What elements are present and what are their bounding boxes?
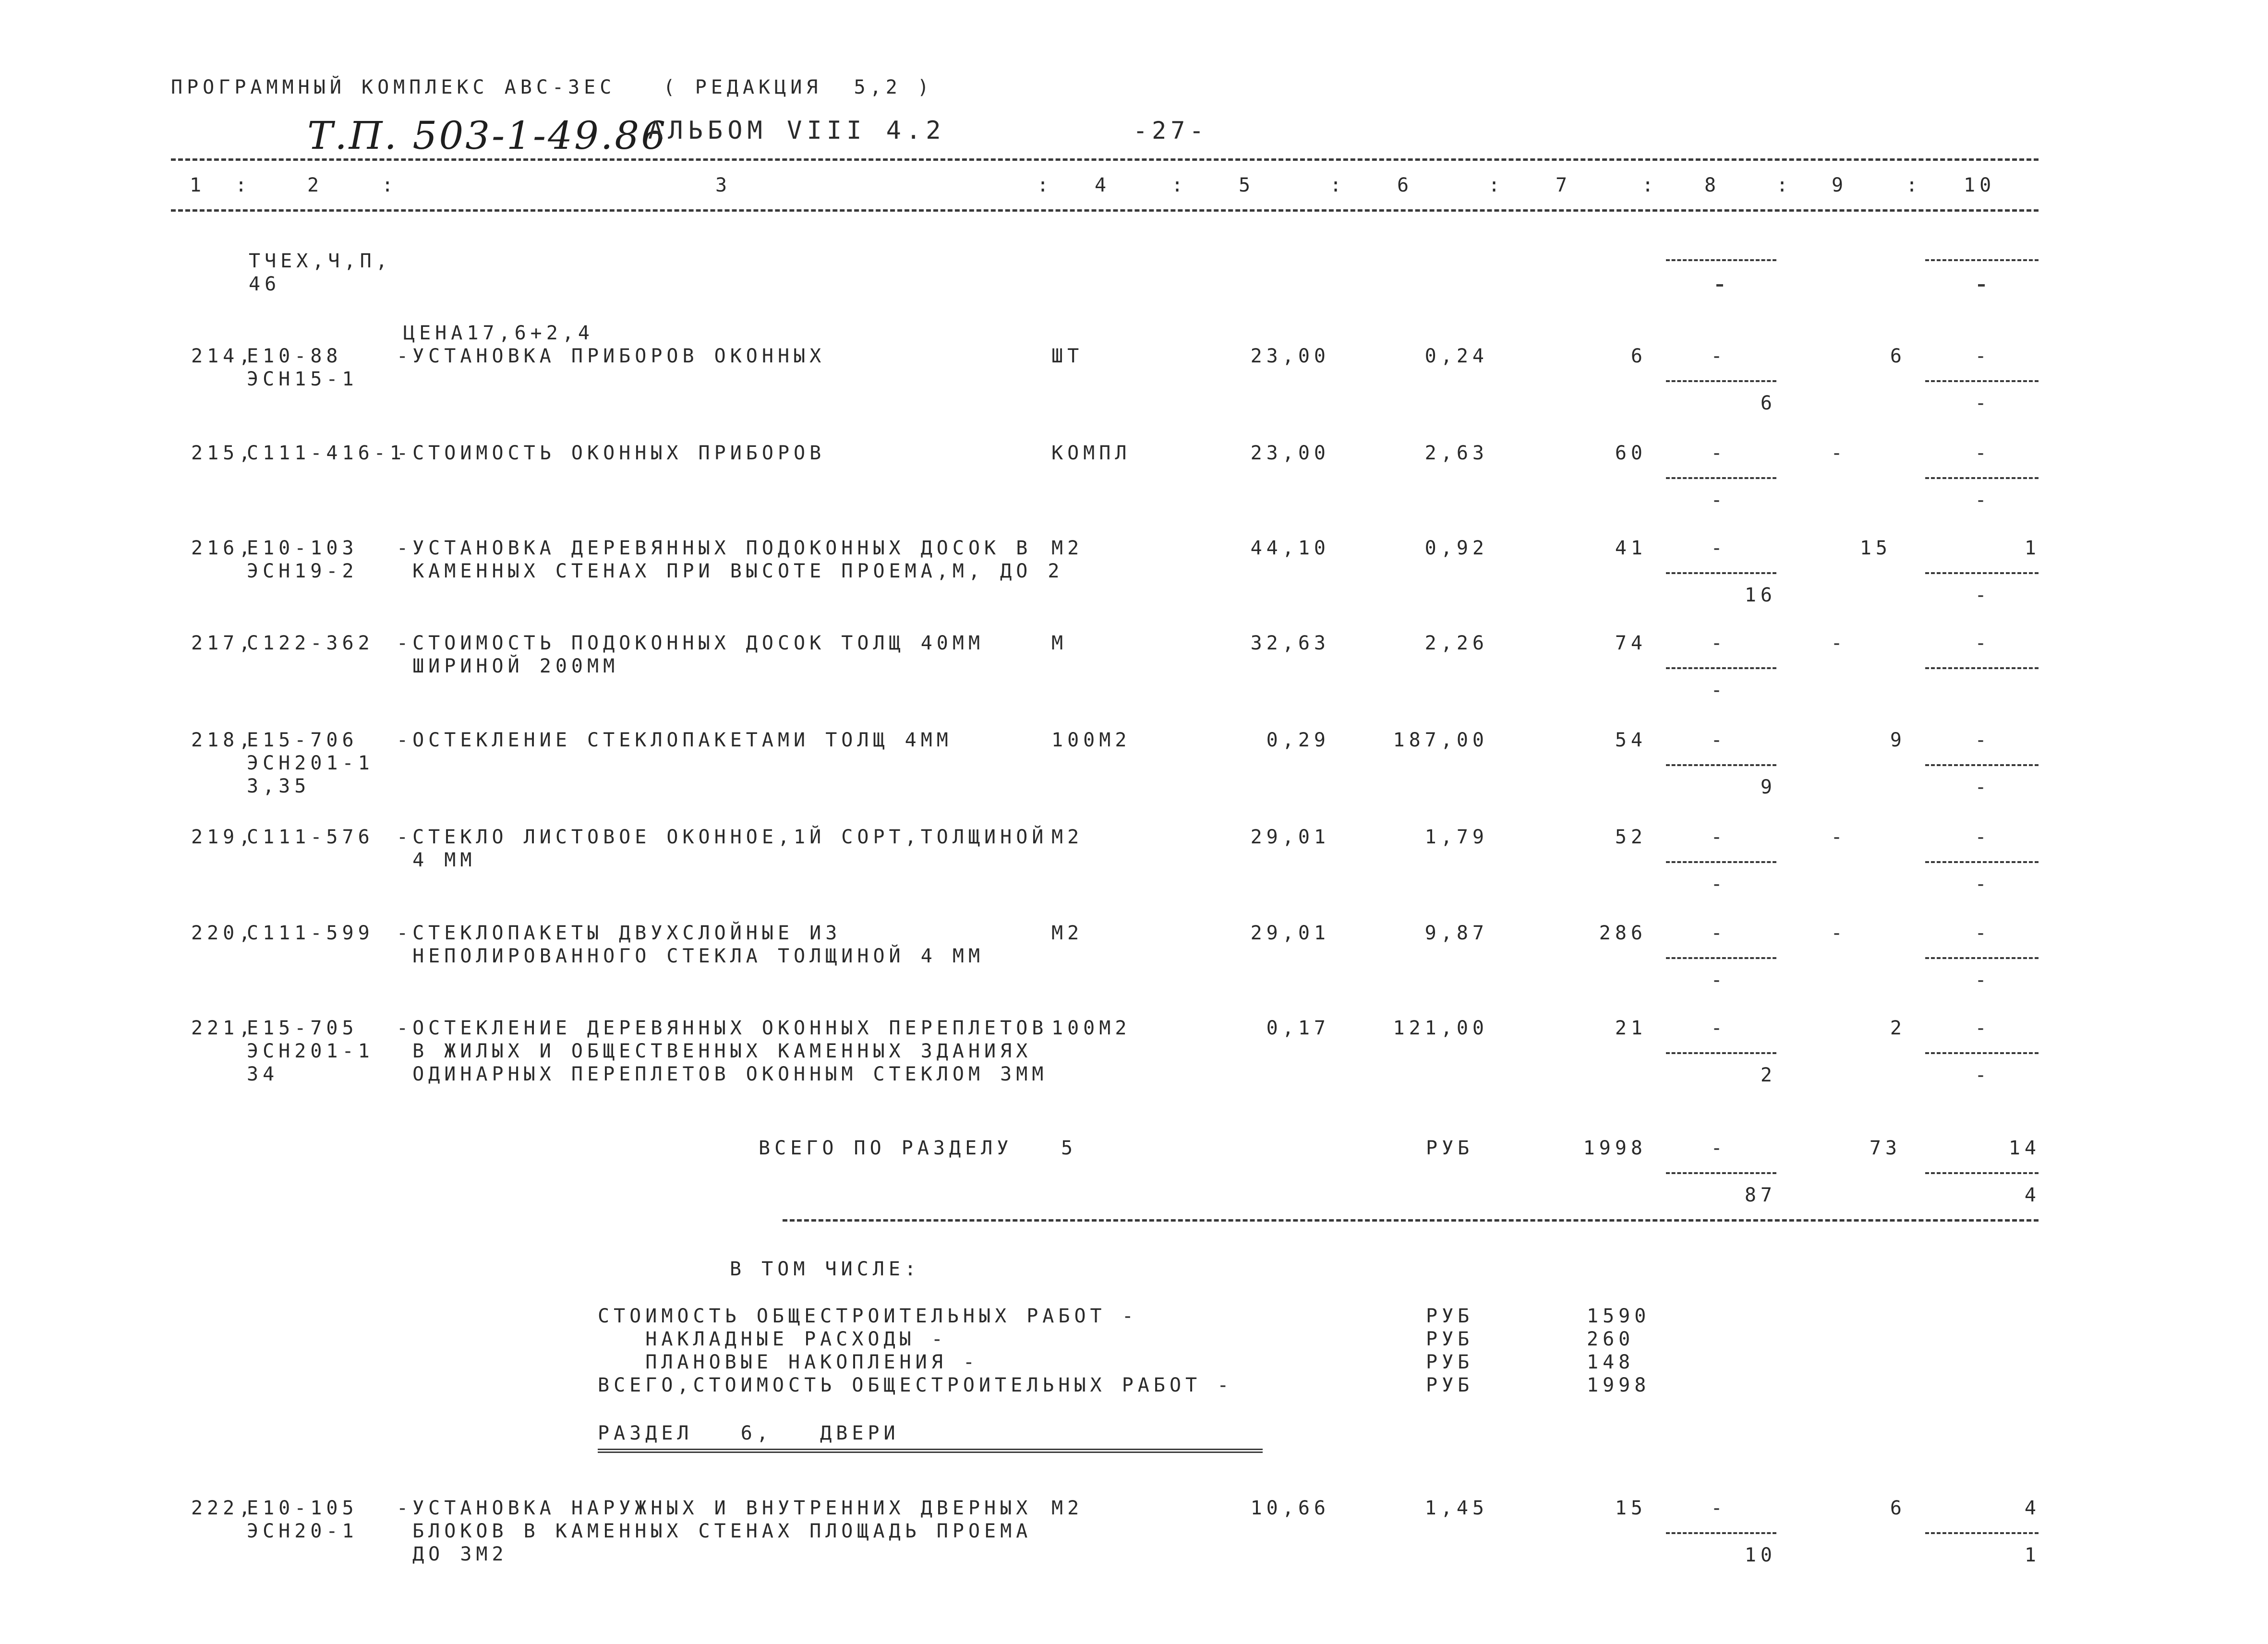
col10-divider	[1925, 259, 2039, 261]
row-code: С111-576	[247, 826, 374, 848]
row-code: Е15-705	[247, 1017, 358, 1039]
row-code: С111-416-1	[247, 442, 406, 464]
row-unit: М2	[1051, 1497, 1084, 1519]
row-unit: КОМПЛ	[1051, 442, 1131, 464]
including-item-label: НАКЛАДНЫЕ РАСХОДЫ -	[598, 1328, 947, 1350]
row-number: 219,	[191, 826, 255, 848]
row-unit: М2	[1051, 826, 1084, 848]
col8-value: -	[1711, 537, 1727, 559]
section-total-label: ВСЕГО ПО РАЗДЕЛУ	[759, 1137, 1013, 1159]
including-item-value: 1590	[1587, 1305, 1651, 1327]
album-title: АЛЬБОМ VIII 4.2	[648, 116, 946, 145]
col8-divider	[1666, 764, 1776, 766]
row-unit: М	[1051, 632, 1068, 654]
col8-value: -	[1711, 1137, 1727, 1159]
row-description: В ЖИЛЫХ И ОБЩЕСТВЕННЫХ КАМЕННЫХ ЗДАНИЯХ	[397, 1040, 1032, 1062]
row-total: 74	[1615, 632, 1647, 654]
row-total: 54	[1615, 729, 1647, 751]
column-separator: :	[1642, 174, 1658, 196]
row-description: БЛОКОВ В КАМЕННЫХ СТЕНАХ ПЛОЩАДЬ ПРОЕМА	[397, 1520, 1032, 1542]
row-price: 0,92	[1424, 537, 1488, 559]
col10-dash	[1978, 284, 1985, 287]
col8-divider	[1666, 477, 1776, 479]
col10-value: 4	[2024, 1184, 2040, 1206]
row-quantity: 23,00	[1250, 345, 1330, 367]
row-description: -СТЕКЛОПАКЕТЫ ДВУХСЛОЙНЫЕ ИЗ	[397, 922, 842, 944]
col8-value: -	[1711, 632, 1727, 654]
col10-divider	[1925, 477, 2039, 479]
row-total: 6	[1630, 345, 1647, 367]
row-price: 187,00	[1393, 729, 1488, 751]
col10-value: -	[1975, 729, 1991, 751]
row-description: -СТОИМОСТЬ ОКОННЫХ ПРИБОРОВ	[397, 442, 826, 464]
header-rule-bottom	[171, 209, 2039, 212]
row-price: 9,87	[1424, 922, 1488, 944]
including-item-value: 1998	[1587, 1374, 1651, 1396]
col10-divider	[1925, 861, 2039, 863]
including-item-label: ПЛАНОВЫЕ НАКОПЛЕНИЯ -	[598, 1351, 979, 1373]
row-price: 1,45	[1424, 1497, 1488, 1519]
col8-value: -	[1711, 1017, 1727, 1039]
row-quantity: 29,01	[1250, 826, 1330, 848]
row-quantity: 10,66	[1250, 1497, 1330, 1519]
row-price: 2,63	[1424, 442, 1488, 464]
col10-divider	[1925, 667, 2039, 669]
column-number: 7	[1556, 174, 1572, 196]
row-description: -СТОИМОСТЬ ПОДОКОННЫХ ДОСОК ТОЛЩ 40ММ	[397, 632, 985, 654]
row-description: 4 ММ	[397, 849, 476, 871]
note-line: ТЧЕХ,Ч,П,	[249, 250, 392, 272]
row-number: 221,	[191, 1017, 255, 1039]
col10-value: -	[1975, 922, 1991, 944]
col10-value: 1	[2024, 537, 2040, 559]
row-description: -УСТАНОВКА НАРУЖНЫХ И ВНУТРЕННИХ ДВЕРНЫХ	[397, 1497, 1032, 1519]
col10-value: -	[1975, 392, 1991, 414]
col8-value: -	[1711, 442, 1727, 464]
row-number: 216,	[191, 537, 255, 559]
column-separator: :	[1488, 174, 1505, 196]
including-label: В ТОМ ЧИСЛЕ:	[730, 1258, 920, 1280]
col9-value: -	[1831, 632, 1847, 654]
row-description: -УСТАНОВКА ДЕРЕВЯННЫХ ПОДОКОННЫХ ДОСОК В	[397, 537, 1032, 559]
col8-divider	[1666, 572, 1776, 574]
row-price: 2,26	[1424, 632, 1488, 654]
col9-value: -	[1831, 442, 1847, 464]
col10-value: -	[1975, 969, 1991, 991]
col8-value: 87	[1744, 1184, 1776, 1206]
row-price: 121,00	[1393, 1017, 1488, 1039]
page-number: -27-	[1133, 117, 1208, 144]
row-description: НЕПОЛИРОВАННОГО СТЕКЛА ТОЛЩИНОЙ 4 ММ	[397, 945, 985, 967]
row-quantity: 32,63	[1250, 632, 1330, 654]
section-underline	[598, 1449, 1263, 1453]
column-number: 3	[715, 174, 732, 196]
row-number: 218,	[191, 729, 255, 751]
row-description: КАМЕННЫХ СТЕНАХ ПРИ ВЫСОТЕ ПРОЕМА,М, ДО 2	[397, 560, 1064, 582]
row-number: 217,	[191, 632, 255, 654]
row-subcode: ЭСН15-1	[247, 368, 358, 390]
row-unit: 100М2	[1051, 729, 1131, 751]
col8-value: -	[1711, 679, 1727, 701]
col8-value: 9	[1760, 776, 1776, 798]
section-total-rule	[783, 1219, 2039, 1222]
row-quantity: 0,17	[1266, 1017, 1330, 1039]
price-note: ЦЕНА17,6+2,4	[403, 322, 594, 344]
col9-value: 9	[1890, 729, 1906, 751]
handwritten-code: Т.П. 503-1-49.86	[307, 113, 668, 158]
column-separator: :	[1037, 174, 1053, 196]
row-description: -ОСТЕКЛЕНИЕ СТЕКЛОПАКЕТАМИ ТОЛЩ 4ММ	[397, 729, 953, 751]
col10-value: -	[1975, 489, 1991, 511]
col8-divider	[1666, 1532, 1776, 1534]
column-separator: :	[1906, 174, 1922, 196]
row-quantity: 44,10	[1250, 537, 1330, 559]
row-description: -УСТАНОВКА ПРИБОРОВ ОКОННЫХ	[397, 345, 826, 367]
row-description: ОДИНАРНЫХ ПЕРЕПЛЕТОВ ОКОННЫМ СТЕКЛОМ 3ММ	[397, 1063, 1048, 1085]
row-unit: М2	[1051, 922, 1084, 944]
col10-value: -	[1975, 873, 1991, 895]
col8-value: 2	[1760, 1064, 1776, 1086]
row-total: 21	[1615, 1017, 1647, 1039]
column-separator: :	[382, 174, 398, 196]
col10-value: -	[1975, 584, 1991, 606]
row-description: ШИРИНОЙ 200ММ	[397, 655, 619, 677]
row-subcode: ЭСН20-1	[247, 1520, 358, 1542]
col8-divider	[1666, 259, 1776, 261]
row-quantity: 0,29	[1266, 729, 1330, 751]
col8-value: -	[1711, 345, 1727, 367]
col10-divider	[1925, 380, 2039, 382]
column-number: 4	[1095, 174, 1111, 196]
row-number: 214,	[191, 345, 255, 367]
row-extra: 34	[247, 1063, 279, 1085]
row-unit: ШТ	[1051, 345, 1084, 367]
col10-value: -	[1975, 345, 1991, 367]
col10-divider	[1925, 764, 2039, 766]
column-number: 1	[190, 174, 206, 196]
row-number: 215,	[191, 442, 255, 464]
col8-divider	[1666, 1172, 1776, 1174]
col9-value: -	[1831, 826, 1847, 848]
col8-value: -	[1711, 922, 1727, 944]
col9-value: 6	[1890, 1497, 1906, 1519]
row-number: 222,	[191, 1497, 255, 1519]
row-total: 15	[1615, 1497, 1647, 1519]
row-price: 0,24	[1424, 345, 1488, 367]
program-line: ПРОГРАММНЫЙ КОМПЛЕКС АВС-ЗЕС ( РЕДАКЦИЯ 5,2 )	[171, 76, 933, 98]
col10-value: 1	[2024, 1544, 2040, 1566]
row-subcode: ЭСН201-1	[247, 1040, 374, 1062]
col10-value: -	[1975, 1017, 1991, 1039]
row-total: 52	[1615, 826, 1647, 848]
including-item-value: 260	[1587, 1328, 1635, 1350]
row-quantity: 29,01	[1250, 922, 1330, 944]
col8-divider	[1666, 861, 1776, 863]
row-unit: 100М2	[1051, 1017, 1131, 1039]
row-total: 41	[1615, 537, 1647, 559]
column-number: 8	[1704, 174, 1721, 196]
including-item-unit: РУБ	[1426, 1328, 1474, 1350]
row-unit: М2	[1051, 537, 1084, 559]
col10-value: -	[1975, 1064, 1991, 1086]
column-separator: :	[235, 174, 252, 196]
col10-divider	[1925, 1532, 2039, 1534]
including-item-unit: РУБ	[1426, 1351, 1474, 1373]
column-number: 5	[1239, 174, 1255, 196]
row-code: С111-599	[247, 922, 374, 944]
row-price: 1,79	[1424, 826, 1488, 848]
column-number: 9	[1832, 174, 1848, 196]
col9-value: 15	[1859, 537, 1892, 559]
col8-value: 6	[1760, 392, 1776, 414]
col8-value: 16	[1744, 584, 1776, 606]
col8-value: -	[1711, 969, 1727, 991]
col8-value: 10	[1744, 1544, 1776, 1566]
row-code: Е10-88	[247, 345, 342, 367]
col8-value: -	[1711, 873, 1727, 895]
col10-divider	[1925, 572, 2039, 574]
col8-value: -	[1711, 1497, 1727, 1519]
row-number: 220,	[191, 922, 255, 944]
col9-value: 2	[1890, 1017, 1906, 1039]
col8-dash	[1716, 284, 1723, 287]
row-code: Е10-103	[247, 537, 358, 559]
col10-divider	[1925, 1052, 2039, 1054]
col8-divider	[1666, 667, 1776, 669]
column-separator: :	[1171, 174, 1188, 196]
col10-value: -	[1975, 632, 1991, 654]
col10-divider	[1925, 1172, 2039, 1174]
col8-divider	[1666, 380, 1776, 382]
section-total-value: 1998	[1583, 1137, 1647, 1159]
column-number: 10	[1964, 174, 1996, 196]
column-number: 6	[1397, 174, 1413, 196]
row-description: -ОСТЕКЛЕНИЕ ДЕРЕВЯННЫХ ОКОННЫХ ПЕРЕПЛЕТОВ	[397, 1017, 1048, 1039]
col9-value: 73	[1869, 1137, 1901, 1159]
column-number: 2	[307, 174, 324, 196]
row-total: 60	[1615, 442, 1647, 464]
col8-value: -	[1711, 729, 1727, 751]
section-number: 5	[1061, 1137, 1077, 1159]
row-code: С122-362	[247, 632, 374, 654]
row-total: 286	[1599, 922, 1647, 944]
including-item-label: СТОИМОСТЬ ОБЩЕСТРОИТЕЛЬНЫХ РАБОТ -	[598, 1305, 1138, 1327]
column-separator: :	[1330, 174, 1346, 196]
col10-value: -	[1975, 442, 1991, 464]
note-line: 46	[249, 273, 281, 295]
row-code: Е10-105	[247, 1497, 358, 1519]
col10-value: 6	[1890, 345, 1906, 367]
col9-value: -	[1831, 922, 1847, 944]
col10-value: -	[1975, 776, 1991, 798]
row-subcode: ЭСН201-1	[247, 752, 374, 774]
col10-value: -	[1975, 826, 1991, 848]
including-item-unit: РУБ	[1426, 1374, 1474, 1396]
col8-value: -	[1711, 489, 1727, 511]
col10-value: 14	[2008, 1137, 2040, 1159]
col10-divider	[1925, 957, 2039, 959]
including-item-label: ВСЕГО,СТОИМОСТЬ ОБЩЕСТРОИТЕЛЬНЫХ РАБОТ -	[598, 1374, 1233, 1396]
section-heading: РАЗДЕЛ 6, ДВЕРИ	[598, 1422, 900, 1444]
section-total-unit: РУБ	[1426, 1137, 1474, 1159]
col8-divider	[1666, 1052, 1776, 1054]
column-separator: :	[1776, 174, 1793, 196]
including-item-unit: РУБ	[1426, 1305, 1474, 1327]
row-description: ДО 3М2	[397, 1543, 508, 1565]
col8-divider	[1666, 957, 1776, 959]
row-extra: 3,35	[247, 775, 311, 797]
row-quantity: 23,00	[1250, 442, 1330, 464]
including-item-value: 148	[1587, 1351, 1635, 1373]
col10-value: 4	[2024, 1497, 2040, 1519]
row-description: -СТЕКЛО ЛИСТОВОЕ ОКОННОЕ,1Й СОРТ,ТОЛЩИНОЙ	[397, 826, 1048, 848]
col8-value: -	[1711, 826, 1727, 848]
row-subcode: ЭСН19-2	[247, 560, 358, 582]
header-rule-top	[171, 158, 2039, 161]
row-code: Е15-706	[247, 729, 358, 751]
